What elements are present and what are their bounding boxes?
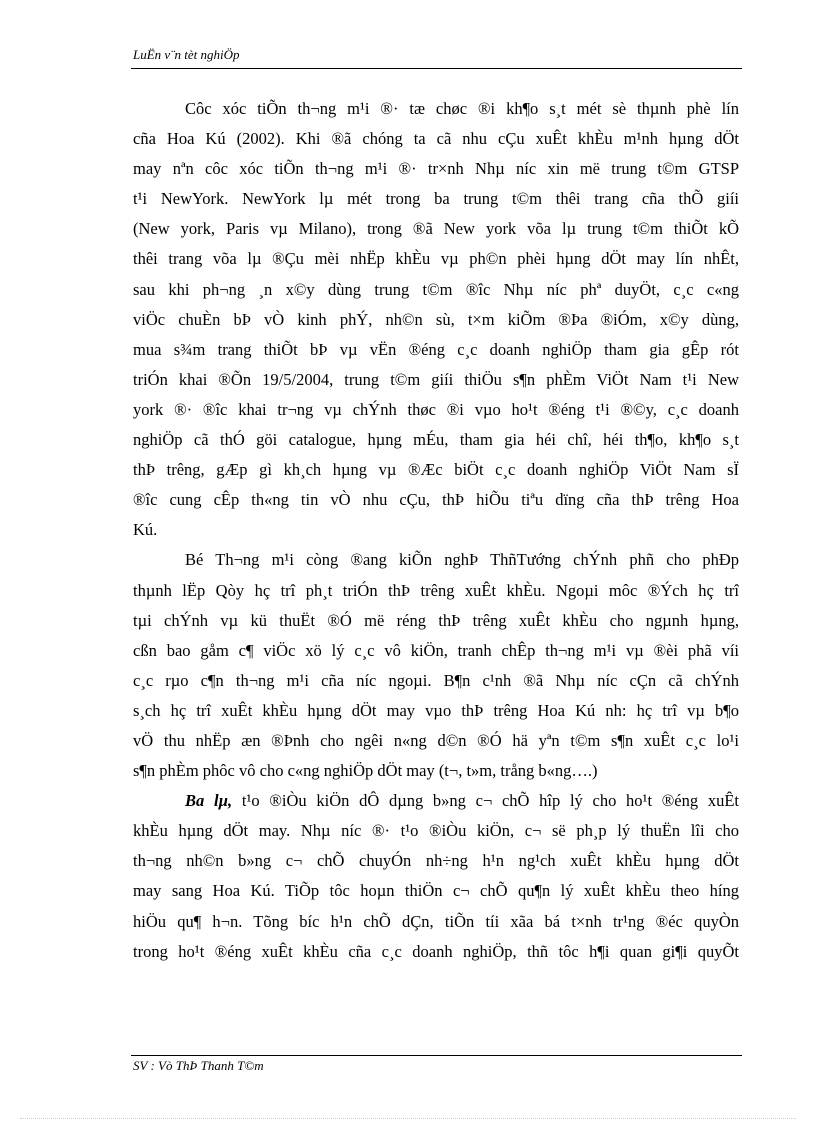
text-line: tµi chÝnh vµ kü thuËt ®Ó më réng thÞ trêng xuÊt khÈu cho ngµnh hµng, xyxy=(133,610,739,630)
text-line: mua s¾m trang thiÕt bÞ vµ vËn ®éng c¸c doanh nghiÖp tham gia gÊp rót xyxy=(133,339,739,359)
text-line: thµnh lËp Qòy hç trî ph¸t triÓn thÞ trêng xuÊt khÈu. Ngoµi môc ®Ých hç trî xyxy=(133,580,739,600)
footer-divider xyxy=(131,1055,742,1056)
document-body xyxy=(133,94,739,967)
text-line: cßn bao gåm c¶ viÖc xö lý c¸c vô kiÖn, tranh chÊp th¬ng m¹i vµ ®èi phã víi xyxy=(133,640,739,660)
text-line: khÈu hµng dÖt may. Nhµ níc ®· t¹o ®iÒu kiÖn, c¬ së ph¸p lý thuËn lîi cho xyxy=(133,821,739,841)
text-line: viÖc chuÈn bÞ vÒ kinh phÝ, nh©n sù, t×m kiÕm ®Þa ®iÓm, x©y dùng, xyxy=(133,309,739,329)
text-line: Kú. xyxy=(133,520,158,540)
text-line: Bé Th¬ng m¹i còng ®ang kiÕn nghÞ ThñTướng chÝnh phñ cho phÐp xyxy=(185,550,739,570)
text-line: cña Hoa Kú (2002). Khi ®ã chóng ta cã nhu cÇu xuÊt khÈu m¹nh hµng dÖt xyxy=(133,129,739,149)
text-line: t¹i NewYork. NewYork lµ mét trong ba trung t©m thêi trang cña thÕ giíi xyxy=(133,189,739,209)
page-footer: SV : Vò ThÞ Thanh T©m xyxy=(133,1058,264,1073)
text-line: c¸c rµo c¶n th¬ng m¹i cña níc ngoµi. B¶n c¹nh ®ã Nhµ níc cÇn cã chÝnh xyxy=(133,670,739,690)
text-line: thêi trang võa lµ ®Çu mèi nhËp khÈu vµ ph©n phèi hµng dÖt may lín nhÊt, xyxy=(133,249,739,269)
text-line: york ®· ®îc khai tr¬ng vµ chÝnh thøc ®i vµo ho¹t ®éng t¹i ®©y, c¸c doanh xyxy=(133,399,739,419)
text-line: s¶n phÈm phôc vô cho c«ng nghiÖp dÖt may (t¬, t»m, trång b«ng….) xyxy=(133,761,598,781)
text-run: t¹o ®iÒu kiÖn dÔ dµng b»ng c¬ chÕ hîp lý cho ho¹t ®éng xuÊt xyxy=(232,791,739,811)
text-line: hiÖu qu¶ h¬n. Tõng bíc h¹n chÕ dÇn, tiÕn tíi xãa bá t×nh tr¹ng ®éc quyÒn xyxy=(133,911,739,931)
text-line: (New york, Paris vµ Milano), trong ®ã New york võa lµ trung t©m thiÕt kÕ xyxy=(133,219,739,239)
text-line: s¸ch hç trî xuÊt khÈu hµng dÖt may vµo thÞ trêng Hoa Kú nh: hç trî vµ b¶o xyxy=(133,700,739,720)
page-header: LuËn v¨n tèt nghiÖp xyxy=(133,47,240,62)
text-line: trong ho¹t ®éng xuÊt khÈu cña c¸c doanh nghiÖp, thñ tôc h¶i quan gi¶i quyÕt xyxy=(133,941,739,961)
text-line: triÓn khai ®Õn 19/5/2004, trung t©m giíi thiÖu s¶n phÈm ViÖt Nam t¹i New xyxy=(133,369,739,389)
text-line: may nªn côc xóc tiÕn th¬ng m¹i ®· tr×nh Nhµ níc xin më trung t©m GTSP xyxy=(133,159,739,179)
text-line: sau khi ph¬ng ¸n x©y dùng trung t©m ®îc Nhµ níc phª duyÖt, c¸c c«ng xyxy=(133,279,739,299)
text-line: th¬ng nh©n b»ng c¬ chÕ chuyÓn nh÷ng h¹n ng¹ch xuÊt khÈu hµng dÖt xyxy=(133,851,739,871)
text-line: Côc xóc tiÕn th¬ng m¹i ®· tæ chøc ®i kh¶o s¸t mét sè thµnh phè lín xyxy=(185,99,739,118)
text-line: vÖ thu nhËp æn ®Þnh cho ngêi n«ng d©n ®Ó hä yªn t©m s¶n xuÊt c¸c lo¹i xyxy=(133,730,739,750)
text-line: ®îc cung cÊp th«ng tin vÒ nhu cÇu, thÞ hiÕu tiªu dïng cña thÞ trêng Hoa xyxy=(133,490,739,510)
paragraph-2 xyxy=(133,545,739,786)
page-edge xyxy=(20,1118,796,1119)
header-divider xyxy=(131,68,742,69)
paragraph-3 xyxy=(133,786,739,967)
paragraph-1 xyxy=(133,94,739,545)
text-line xyxy=(133,786,739,816)
text-line: thÞ trêng, gÆp gì kh¸ch hµng vµ ®Æc biÖt c¸c doanh nghiÖp ViÖt Nam sÏ xyxy=(133,460,739,480)
paragraph-lead: Ba lµ, xyxy=(185,791,233,811)
text-line: may sang Hoa Kú. TiÕp tôc hoµn thiÖn c¬ chÕ qu¶n lý xuÊt khÈu theo híng xyxy=(133,881,739,901)
text-line: nghiÖp cã thÓ göi catalogue, hµng mÉu, tham gia héi chî, héi th¶o, kh¶o s¸t xyxy=(133,430,739,450)
